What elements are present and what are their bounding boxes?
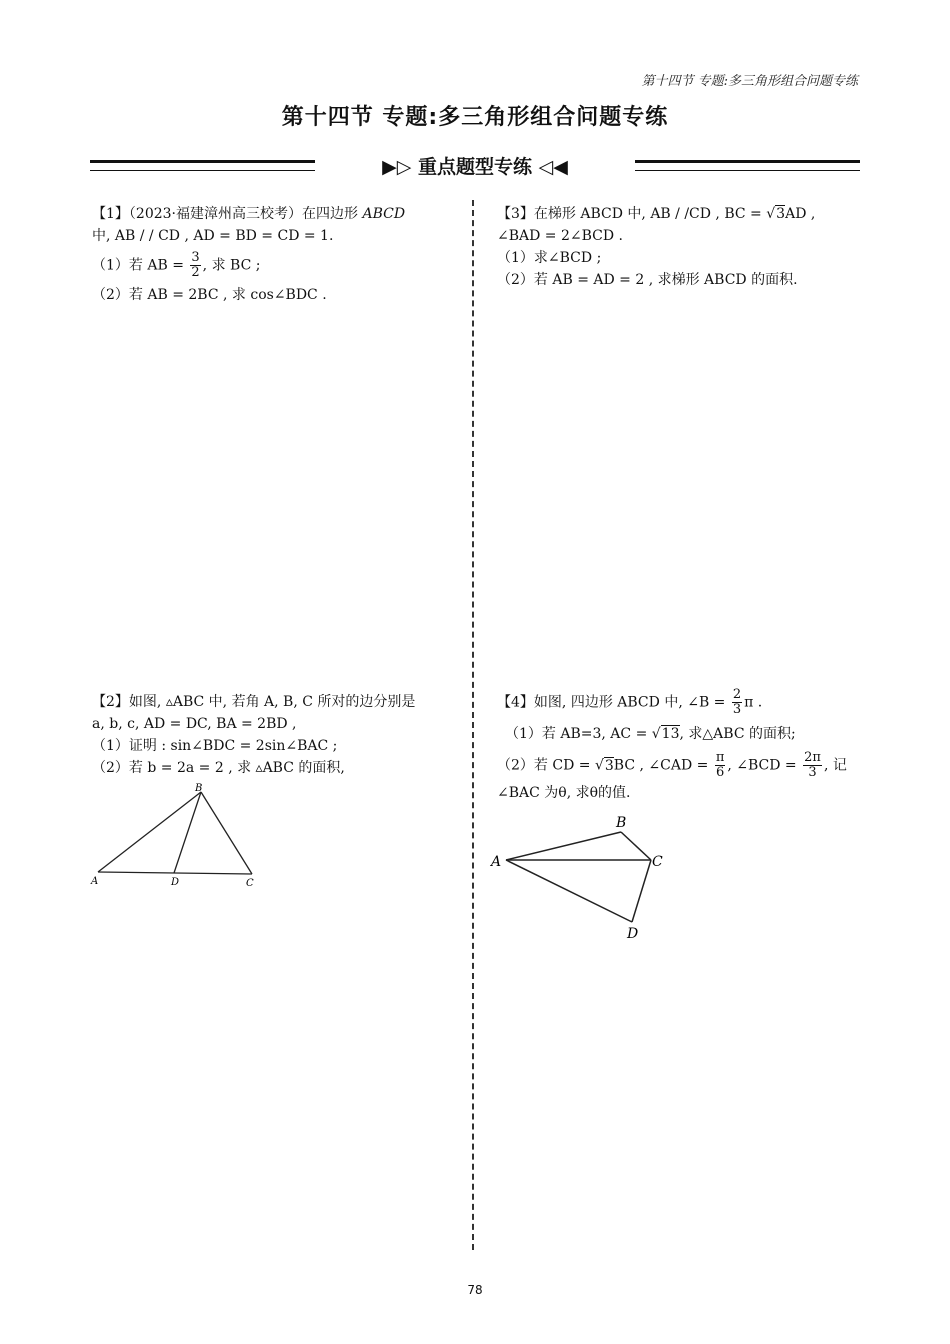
problem-3-part2: （2）若 AB = AD = 2 , 求梯形 ABCD 的面积. [497, 272, 798, 288]
vertex-d-label: D [627, 926, 639, 942]
problem-1-tag: 【1】 [92, 206, 129, 222]
problem-1-line1 [92, 203, 462, 225]
problem-1-part1-pre: （1）若 AB = [92, 257, 189, 274]
fraction-denominator: 6 [715, 765, 725, 780]
section-banner [90, 150, 860, 180]
problem-4-part2-b: BC , ∠CAD = [613, 757, 713, 774]
problem-4-tag: 【4】 [497, 694, 534, 711]
fraction-denominator: 2 [191, 265, 200, 280]
problem-4-part2-d: , 记 [823, 757, 847, 774]
vertex-a-label: A [91, 876, 99, 887]
page-number: 78 [467, 1283, 483, 1297]
problem-1-part1 [92, 251, 462, 280]
problem-1-line2: 中, AB / / CD , AD = BD = CD = 1. [92, 228, 334, 244]
banner-rule-right [635, 160, 860, 171]
problem-3-tag: 【3】 [497, 206, 534, 222]
problem-4-bcd-fraction [803, 751, 822, 780]
problem-4-part2: （2）若 CD = √3BC , ∠CAD = $\frac{\pi}{6}$ , ∠BCD = $\frac{2\pi}{3}$ , 记 [497, 750, 847, 780]
problem-4-part2-line2: ∠BAC 为θ, 求θ的值. [497, 785, 631, 801]
vertex-b-label: B [195, 783, 203, 794]
problem-2-tag: 【2】 [92, 694, 129, 710]
segment-ab [506, 832, 621, 860]
problem-2-line2: a, b, c, AD = DC, BA = 2BD , [92, 716, 297, 732]
problem-4-part1-post: , 求△ABC 的面积; [679, 726, 796, 742]
problem-2-line1 [92, 691, 462, 713]
problem-1-fraction [190, 251, 200, 280]
problem-3 [497, 203, 857, 291]
problem-3-radicand: 3 [776, 206, 786, 222]
fraction-numerator: 2 [732, 687, 742, 702]
segment-bc [621, 832, 651, 860]
banner-label: ▶▷ 重点题型专练 ◁◀ [382, 156, 568, 178]
vertex-b-label: B [616, 815, 627, 831]
segment-ac [98, 872, 252, 874]
vertex-a-label: A [491, 854, 502, 870]
problem-4-figure [486, 810, 676, 945]
problem-4-cad-fraction [715, 751, 726, 780]
problem-2 [92, 691, 462, 779]
problem-1-quad: ABCD [362, 206, 406, 222]
problem-1-source: （2023·福建漳州高三校考）在四边形 [128, 206, 363, 222]
fraction-numerator: π [715, 750, 725, 765]
problem-3-line1: 【3】在梯形 ABCD 中, AB / /CD , BC = √3AD , [497, 206, 816, 222]
segment-cd [632, 860, 651, 922]
problem-4-line1-post: π . [744, 694, 763, 711]
problem-4-part2-c: , ∠BCD = [727, 757, 802, 774]
fraction-denominator: 3 [808, 765, 817, 780]
problem-2-figure [88, 780, 268, 890]
problem-3-line2: ∠BAD = 2∠BCD . [497, 228, 624, 244]
problem-4-part1-radicand: 13 [661, 726, 680, 742]
problem-1 [92, 203, 462, 306]
segment-ab [98, 792, 201, 872]
problem-4-angle-fraction [732, 688, 742, 717]
problem-4-part1: （1）若 AB=3, AC = √13, 求△ABC 的面积; [505, 726, 796, 742]
vertex-c-label: C [246, 878, 254, 889]
problem-4-line1 [497, 688, 867, 717]
problem-4-part1-pre: （1）若 AB=3, AC = [505, 726, 652, 742]
segment-bd [174, 792, 201, 873]
problem-3-part1: （1）求∠BCD ; [497, 250, 602, 266]
problem-4-part2-radicand: 3 [604, 757, 614, 774]
problem-2-line1-text: 如图, ▵ABC 中, 若角 A, B, C 所对的边分别是 [128, 694, 416, 710]
vertex-d-label: D [171, 877, 180, 888]
problem-2-part2: （2）若 b = 2a = 2 , 求 ▵ABC 的面积, [92, 760, 345, 776]
page-title: 第十四节 专题:多三角形组合问题专练 [281, 105, 669, 130]
segment-ad [506, 860, 632, 922]
fraction-numerator: 3 [191, 250, 200, 265]
problem-1-part2: （2）若 AB = 2BC , 求 cos∠BDC . [92, 287, 327, 303]
running-head: 第十四节 专题:多三角形组合问题专练 [641, 74, 858, 89]
column-divider [472, 200, 474, 1250]
fraction-denominator: 3 [732, 702, 742, 717]
segment-bc [201, 792, 252, 874]
problem-4-line1-pre: 如图, 四边形 ABCD 中, ∠B = [533, 694, 730, 711]
problem-3-line1-post: AD , [785, 206, 816, 222]
problem-2-part1: （1）证明 : sin∠BDC = 2sin∠BAC ; [92, 738, 338, 754]
problem-4 [497, 688, 867, 804]
vertex-c-label: C [652, 854, 663, 870]
problem-4-part2-a: （2）若 CD = [497, 757, 595, 774]
fraction-numerator: 2π [804, 750, 821, 765]
problem-3-line1-pre: 在梯形 ABCD 中, AB / /CD , BC = [533, 206, 767, 222]
problem-1-part1-post: , 求 BC ; [202, 257, 261, 274]
